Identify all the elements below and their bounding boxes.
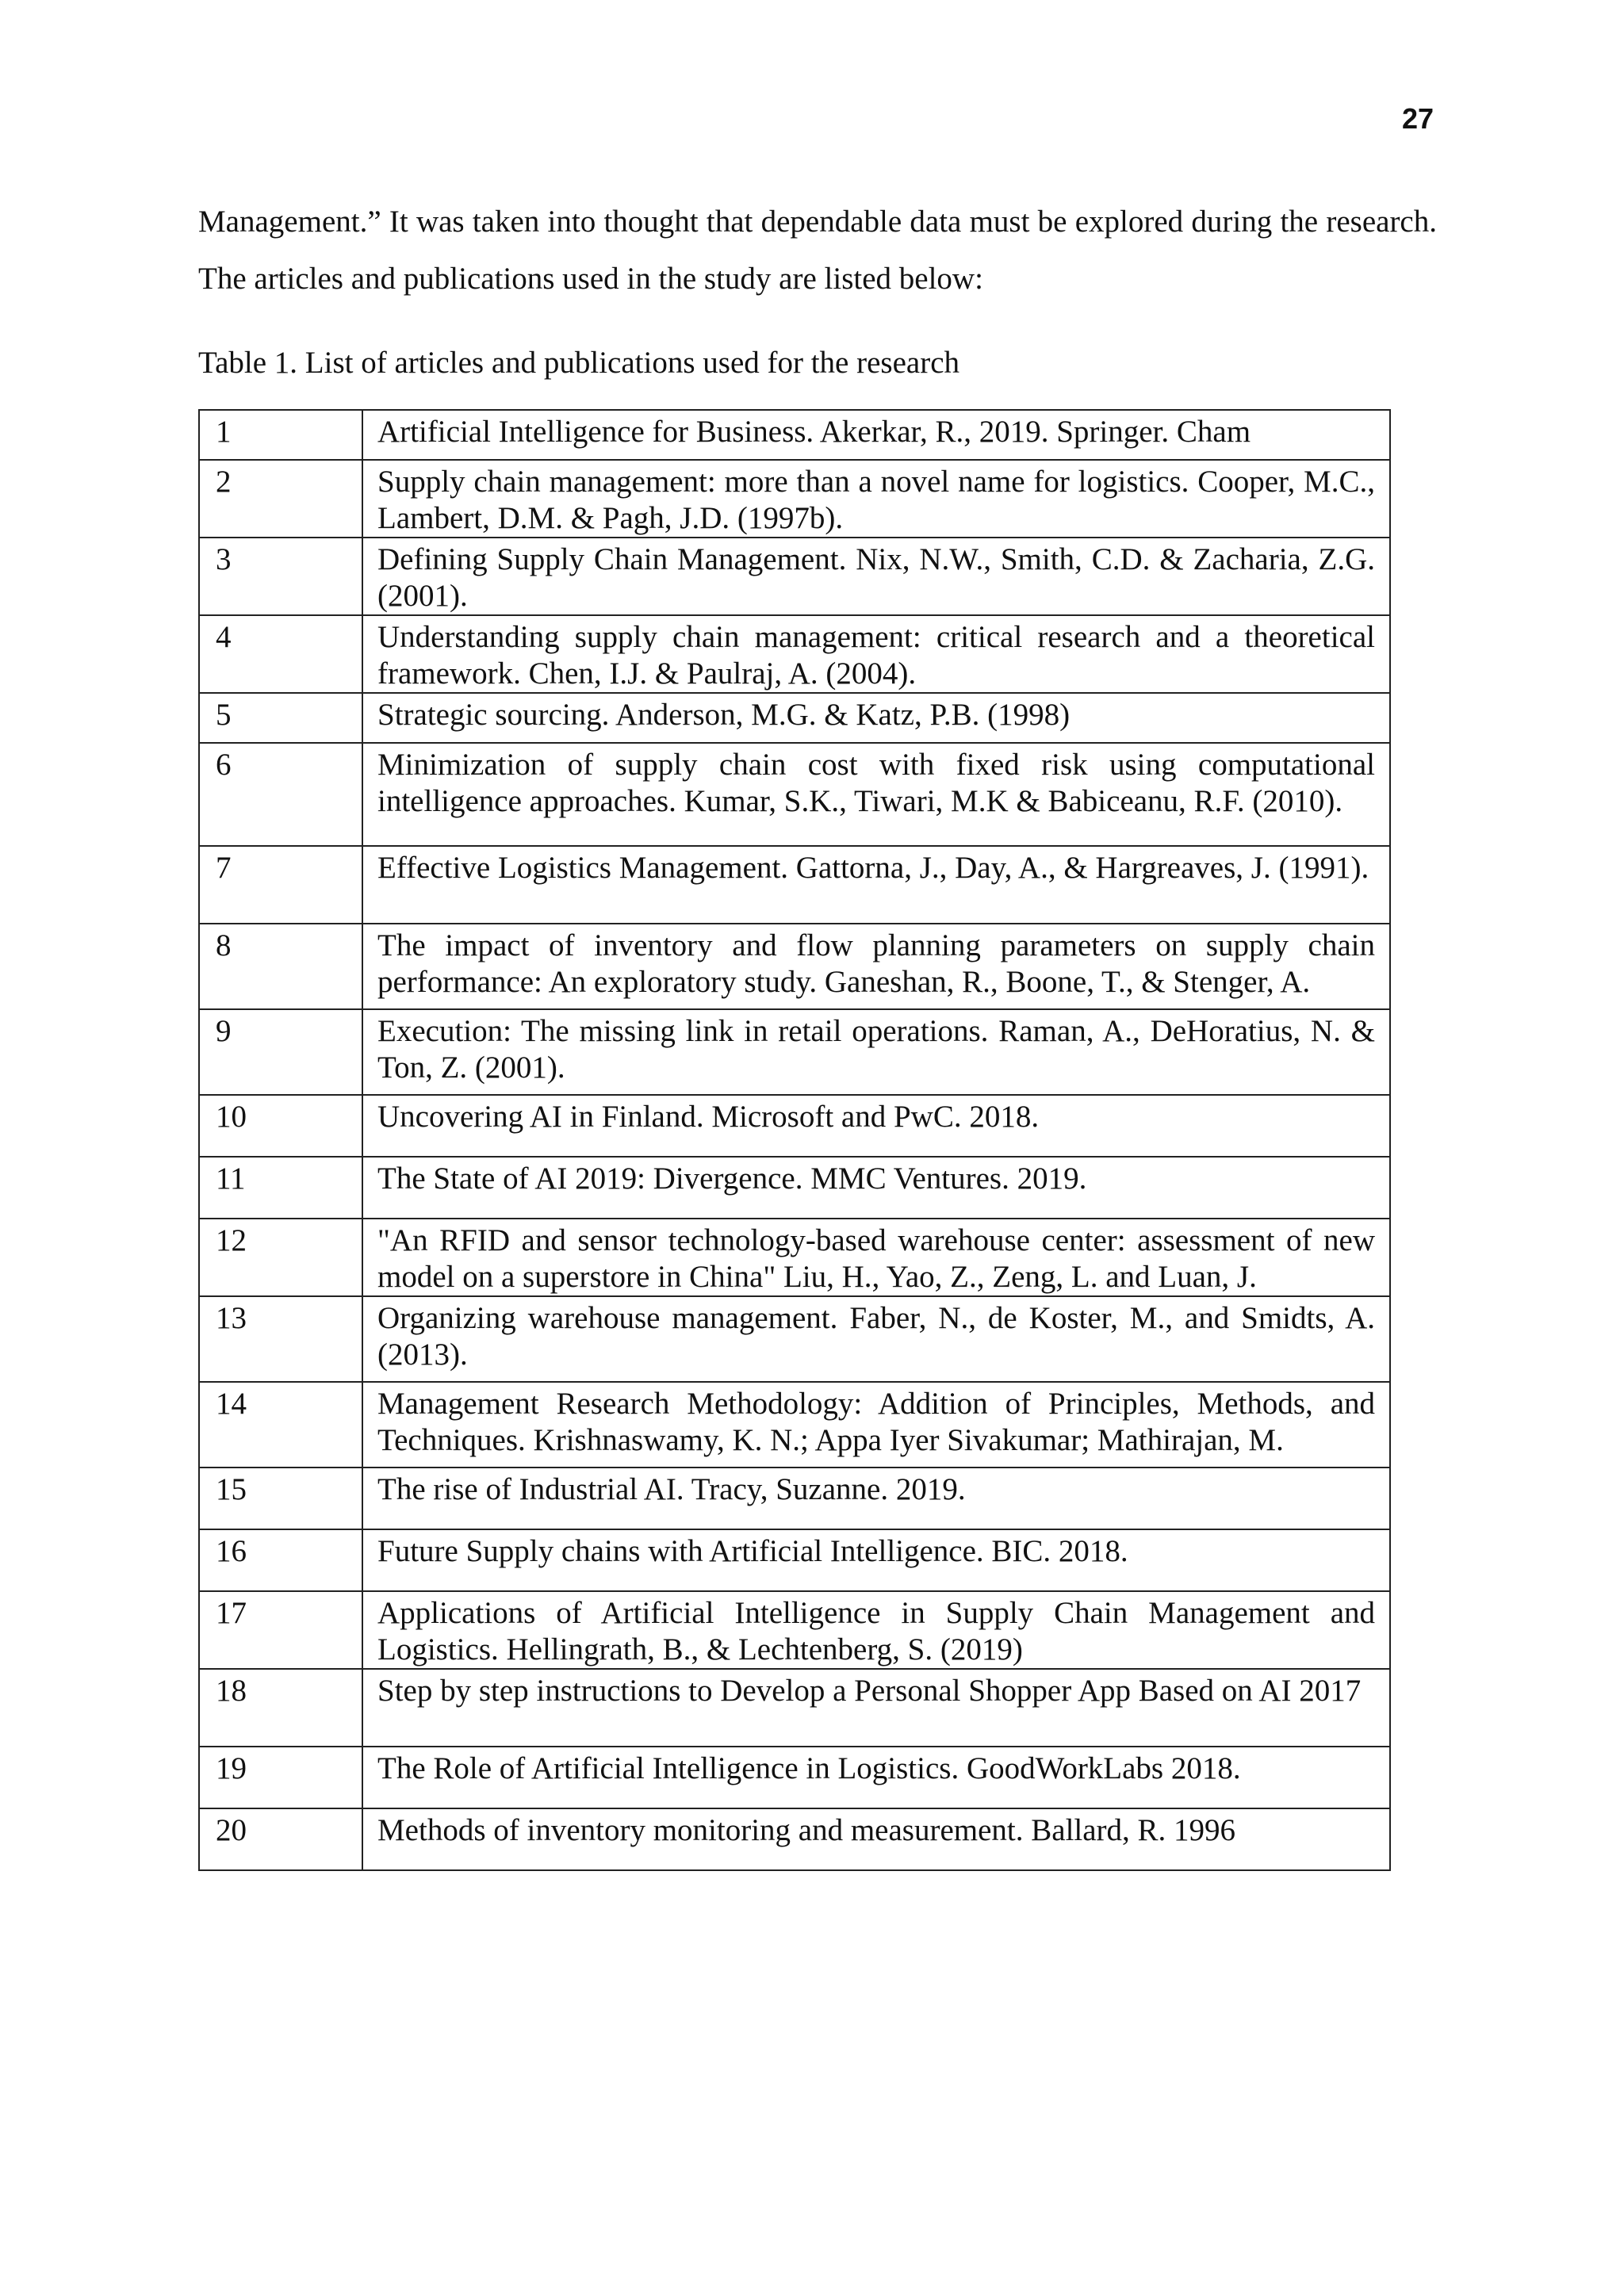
- table-row: [199, 743, 1390, 846]
- table-row: [199, 1468, 1390, 1529]
- table-row: [199, 924, 1390, 1009]
- table-caption: Table 1. List of articles and publications used for the research: [198, 346, 960, 380]
- reference-text: The impact of inventory and flow planning parameters on supply chain performance: An exploratory study. Ganeshan, R., Boone, T., & Stenger, A.: [362, 924, 1390, 1009]
- reference-number: 6: [199, 743, 362, 846]
- reference-number: 20: [199, 1808, 362, 1870]
- reference-number: 19: [199, 1747, 362, 1808]
- reference-number: 5: [199, 693, 362, 743]
- reference-number: 1: [199, 410, 362, 460]
- reference-number: 10: [199, 1095, 362, 1157]
- table-row: [199, 1157, 1390, 1219]
- reference-number: 11: [199, 1157, 362, 1219]
- reference-number: 17: [199, 1591, 362, 1669]
- table-row: [199, 1669, 1390, 1747]
- reference-text: Organizing warehouse management. Faber, N., de Koster, M., and Smidts, A. (2013).: [362, 1296, 1390, 1382]
- reference-text: Future Supply chains with Artificial Intelligence. BIC. 2018.: [362, 1529, 1390, 1591]
- reference-text: The Role of Artificial Intelligence in Logistics. GoodWorkLabs 2018.: [362, 1747, 1390, 1808]
- table-row: [199, 1009, 1390, 1095]
- table-row: [199, 693, 1390, 743]
- table-row: [199, 410, 1390, 460]
- table-row: [199, 538, 1390, 615]
- reference-text: Minimization of supply chain cost with fixed risk using computational intelligence approaches. Kumar, S.K., Tiwari, M.K & Babiceanu, R.F. (2010).: [362, 743, 1390, 846]
- reference-number: 8: [199, 924, 362, 1009]
- reference-text: Methods of inventory monitoring and measurement. Ballard, R. 1996: [362, 1808, 1390, 1870]
- table-row: [199, 1382, 1390, 1468]
- reference-text: Execution: The missing link in retail operations. Raman, A., DeHoratius, N. & Ton, Z. (2001).: [362, 1009, 1390, 1095]
- reference-text: Supply chain management: more than a novel name for logistics. Cooper, M.C., Lambert, D.M. & Pagh, J.D. (1997b).: [362, 460, 1390, 538]
- reference-number: 9: [199, 1009, 362, 1095]
- reference-text: Management Research Methodology: Addition of Principles, Methods, and Techniques. Krishnaswamy, K. N.; Appa Iyer Sivakumar; Mathirajan, M.: [362, 1382, 1390, 1468]
- references-table: [198, 409, 1391, 1871]
- reference-text: "An RFID and sensor technology-based warehouse center: assessment of new model on a superstore in China" Liu, H., Yao, Z., Zeng, L. and Luan, J.: [362, 1219, 1390, 1296]
- table-row: [199, 1219, 1390, 1296]
- reference-number: 16: [199, 1529, 362, 1591]
- table-row: [199, 615, 1390, 693]
- table-row: [199, 1529, 1390, 1591]
- table-row: [199, 1591, 1390, 1669]
- reference-number: 7: [199, 846, 362, 924]
- intro-paragraph: Management.” It was taken into thought that dependable data must be explored during the research. The articles and publications used in the study are listed below:: [198, 205, 1437, 296]
- reference-number: 12: [199, 1219, 362, 1296]
- reference-text: Effective Logistics Management. Gattorna, J., Day, A., & Hargreaves, J. (1991).: [362, 846, 1390, 924]
- reference-text: Defining Supply Chain Management. Nix, N.W., Smith, C.D. & Zacharia, Z.G. (2001).: [362, 538, 1390, 615]
- reference-number: 3: [199, 538, 362, 615]
- table-row: [199, 1747, 1390, 1808]
- reference-number: 18: [199, 1669, 362, 1747]
- page-number: 27: [1401, 102, 1434, 135]
- table-row: [199, 1808, 1390, 1870]
- reference-text: Applications of Artificial Intelligence in Supply Chain Management and Logistics. Hellingrath, B., & Lechtenberg, S. (2019): [362, 1591, 1390, 1669]
- reference-number: 14: [199, 1382, 362, 1468]
- reference-text: Artificial Intelligence for Business. Akerkar, R., 2019. Springer. Cham: [362, 410, 1390, 460]
- reference-text: The rise of Industrial AI. Tracy, Suzanne. 2019.: [362, 1468, 1390, 1529]
- reference-text: Strategic sourcing. Anderson, M.G. & Katz, P.B. (1998): [362, 693, 1390, 743]
- table-row: [199, 460, 1390, 538]
- reference-number: 4: [199, 615, 362, 693]
- reference-number: 2: [199, 460, 362, 538]
- table-row: [199, 1095, 1390, 1157]
- reference-number: 15: [199, 1468, 362, 1529]
- reference-text: The State of AI 2019: Divergence. MMC Ventures. 2019.: [362, 1157, 1390, 1219]
- references-table-body: [199, 410, 1390, 1870]
- table-row: [199, 1296, 1390, 1382]
- table-row: [199, 846, 1390, 924]
- reference-text: Uncovering AI in Finland. Microsoft and PwC. 2018.: [362, 1095, 1390, 1157]
- reference-text: Understanding supply chain management: critical research and a theoretical framework. Chen, I.J. & Paulraj, A. (2004).: [362, 615, 1390, 693]
- reference-text: Step by step instructions to Develop a Personal Shopper App Based on AI 2017: [362, 1669, 1390, 1747]
- reference-number: 13: [199, 1296, 362, 1382]
